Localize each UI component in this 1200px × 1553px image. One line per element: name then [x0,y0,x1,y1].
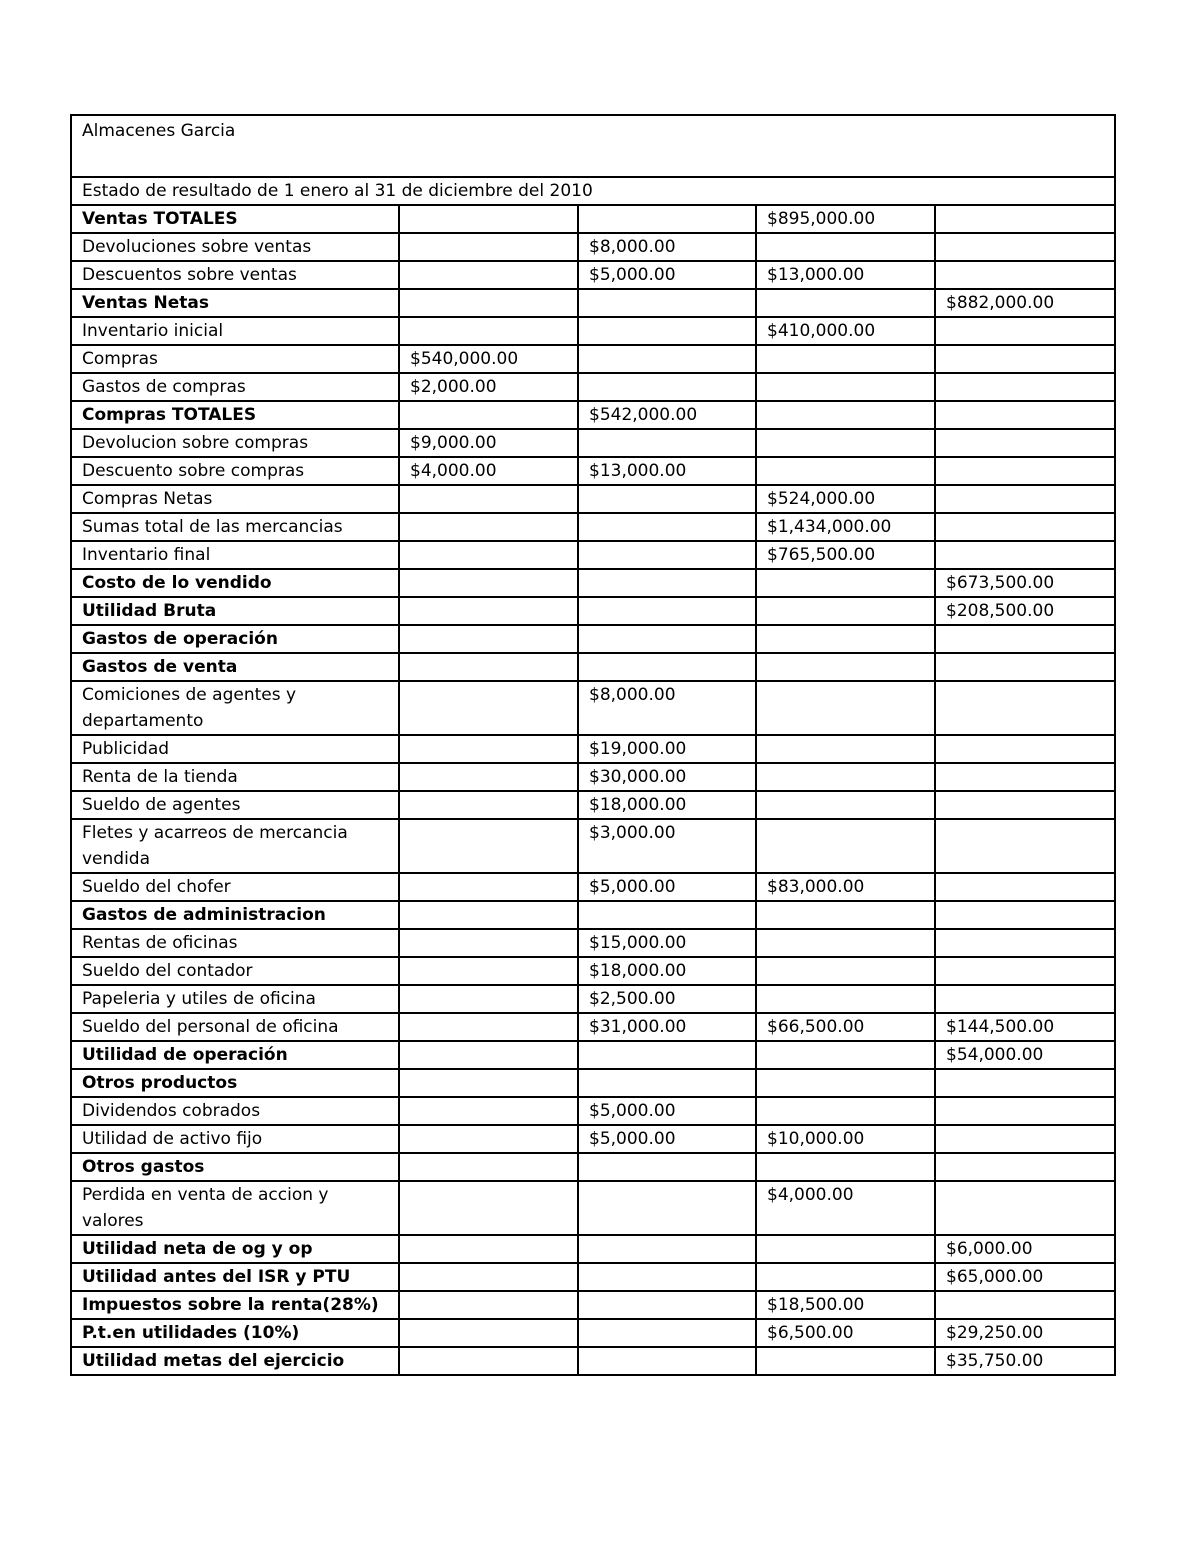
amount-cell [935,485,1115,513]
amount-cell [756,1235,935,1263]
amount-cell [399,681,578,735]
row-label: Utilidad de activo fijo [71,1125,399,1153]
amount-cell [578,373,756,401]
amount-cell [399,1235,578,1263]
table-row [71,373,1115,401]
row-label: Devolucion sobre compras [71,429,399,457]
amount-cell: $35,750.00 [935,1347,1115,1375]
row-label: Utilidad Bruta [71,597,399,625]
row-label: Costo de lo vendido [71,569,399,597]
table-row [71,985,1115,1013]
amount-cell [578,317,756,345]
table-row [71,1291,1115,1319]
table-row [71,541,1115,569]
amount-cell [578,653,756,681]
amount-cell: $18,000.00 [578,957,756,985]
row-label: Compras [71,345,399,373]
amount-cell [756,345,935,373]
amount-cell [756,929,935,957]
amount-cell [399,1319,578,1347]
table-row [71,1125,1115,1153]
amount-cell [399,1013,578,1041]
amount-cell [935,373,1115,401]
amount-cell: $144,500.00 [935,1013,1115,1041]
amount-cell [756,1097,935,1125]
amount-cell: $54,000.00 [935,1041,1115,1069]
row-label: Publicidad [71,735,399,763]
row-label: Utilidad neta de og y op [71,1235,399,1263]
table-row [71,597,1115,625]
row-label: P.t.en utilidades (10%) [71,1319,399,1347]
amount-cell [756,1347,935,1375]
amount-cell: $6,000.00 [935,1235,1115,1263]
row-label: Rentas de oficinas [71,929,399,957]
table-row [71,1235,1115,1263]
amount-cell [756,735,935,763]
amount-cell [935,541,1115,569]
amount-cell [756,791,935,819]
table-row [71,513,1115,541]
amount-cell: $410,000.00 [756,317,935,345]
amount-cell [399,1125,578,1153]
amount-cell [756,289,935,317]
amount-cell [399,929,578,957]
amount-cell: $18,500.00 [756,1291,935,1319]
row-label: Ventas TOTALES [71,205,399,233]
table-row [71,485,1115,513]
amount-cell: $673,500.00 [935,569,1115,597]
row-label: Ventas Netas [71,289,399,317]
table-row [71,1319,1115,1347]
table-row [71,205,1115,233]
amount-cell [935,1097,1115,1125]
row-label: Utilidad antes del ISR y PTU [71,1263,399,1291]
amount-cell [935,513,1115,541]
amount-cell: $895,000.00 [756,205,935,233]
income-statement-table [70,114,1116,1376]
amount-cell [399,1097,578,1125]
amount-cell [578,569,756,597]
amount-cell [578,625,756,653]
table-row [71,791,1115,819]
row-label: Dividendos cobrados [71,1097,399,1125]
amount-cell: $30,000.00 [578,763,756,791]
amount-cell: $10,000.00 [756,1125,935,1153]
amount-cell [399,763,578,791]
amount-cell [935,457,1115,485]
amount-cell [399,205,578,233]
row-label: Fletes y acarreos de mercancia vendida [71,819,399,873]
amount-cell [756,1069,935,1097]
row-label: Papeleria y utiles de oficina [71,985,399,1013]
row-label: Renta de la tienda [71,763,399,791]
amount-cell [578,1181,756,1235]
row-label: Sumas total de las mercancias [71,513,399,541]
table-row [71,1347,1115,1375]
amount-cell: $2,500.00 [578,985,756,1013]
amount-cell [399,317,578,345]
company-row [71,115,1115,177]
table-row [71,1069,1115,1097]
amount-cell: $8,000.00 [578,233,756,261]
amount-cell: $208,500.00 [935,597,1115,625]
amount-cell [935,791,1115,819]
amount-cell [935,345,1115,373]
statement-title-row [71,177,1115,205]
amount-cell [935,735,1115,763]
amount-cell [935,205,1115,233]
amount-cell [399,1291,578,1319]
amount-cell [578,597,756,625]
amount-cell: $542,000.00 [578,401,756,429]
table-row [71,763,1115,791]
amount-cell [399,653,578,681]
amount-cell [756,763,935,791]
amount-cell [935,957,1115,985]
amount-cell [935,261,1115,289]
amount-cell [756,457,935,485]
amount-cell [756,681,935,735]
row-label: Compras TOTALES [71,401,399,429]
amount-cell: $4,000.00 [756,1181,935,1235]
table-row [71,401,1115,429]
amount-cell [935,653,1115,681]
amount-cell: $5,000.00 [578,873,756,901]
amount-cell: $65,000.00 [935,1263,1115,1291]
amount-cell [578,513,756,541]
table-row [71,261,1115,289]
amount-cell [935,1069,1115,1097]
amount-cell [399,1263,578,1291]
amount-cell: $18,000.00 [578,791,756,819]
table-row [71,233,1115,261]
row-label: Sueldo de agentes [71,791,399,819]
row-label: Otros gastos [71,1153,399,1181]
amount-cell [578,205,756,233]
amount-cell [935,1125,1115,1153]
amount-cell: $9,000.00 [399,429,578,457]
amount-cell [578,1235,756,1263]
table-row [71,1181,1115,1235]
table-row [71,1097,1115,1125]
amount-cell: $1,434,000.00 [756,513,935,541]
amount-cell [935,873,1115,901]
row-label: Compras Netas [71,485,399,513]
table-row [71,457,1115,485]
amount-cell: $8,000.00 [578,681,756,735]
amount-cell [578,541,756,569]
amount-cell [399,233,578,261]
amount-cell: $765,500.00 [756,541,935,569]
amount-cell [399,1153,578,1181]
amount-cell [756,597,935,625]
amount-cell: $540,000.00 [399,345,578,373]
amount-cell [756,1041,935,1069]
amount-cell: $13,000.00 [578,457,756,485]
amount-cell [935,681,1115,735]
amount-cell [935,901,1115,929]
table-row [71,1153,1115,1181]
amount-cell [578,1069,756,1097]
table-row [71,681,1115,735]
table-row [71,653,1115,681]
amount-cell [756,429,935,457]
amount-cell [935,625,1115,653]
amount-cell: $13,000.00 [756,261,935,289]
amount-cell [756,819,935,873]
amount-cell: $66,500.00 [756,1013,935,1041]
amount-cell: $31,000.00 [578,1013,756,1041]
amount-cell [399,901,578,929]
amount-cell [399,401,578,429]
amount-cell: $5,000.00 [578,261,756,289]
amount-cell [935,985,1115,1013]
amount-cell: $6,500.00 [756,1319,935,1347]
amount-cell [935,1181,1115,1235]
amount-cell [578,345,756,373]
amount-cell [399,513,578,541]
amount-cell: $83,000.00 [756,873,935,901]
amount-cell [399,819,578,873]
amount-cell: $29,250.00 [935,1319,1115,1347]
table-row [71,957,1115,985]
amount-cell [578,485,756,513]
amount-cell [399,1181,578,1235]
amount-cell [399,569,578,597]
amount-cell [756,233,935,261]
amount-cell [399,625,578,653]
income-statement-body [71,115,1115,1375]
amount-cell: $2,000.00 [399,373,578,401]
amount-cell [399,985,578,1013]
row-label: Inventario final [71,541,399,569]
row-label: Gastos de operación [71,625,399,653]
amount-cell [935,401,1115,429]
amount-cell [399,485,578,513]
row-label: Utilidad metas del ejercicio [71,1347,399,1375]
table-row [71,345,1115,373]
table-row [71,1041,1115,1069]
amount-cell [935,819,1115,873]
row-label: Sueldo del chofer [71,873,399,901]
amount-cell [935,763,1115,791]
amount-cell [756,401,935,429]
row-label: Utilidad de operación [71,1041,399,1069]
amount-cell: $3,000.00 [578,819,756,873]
row-label: Sueldo del contador [71,957,399,985]
amount-cell [399,261,578,289]
amount-cell [399,735,578,763]
row-label: Impuestos sobre la renta(28%) [71,1291,399,1319]
amount-cell [578,1347,756,1375]
amount-cell [756,957,935,985]
amount-cell [578,1263,756,1291]
amount-cell [935,1153,1115,1181]
amount-cell [399,873,578,901]
amount-cell [756,901,935,929]
amount-cell: $524,000.00 [756,485,935,513]
table-row [71,735,1115,763]
amount-cell [935,929,1115,957]
amount-cell [399,791,578,819]
amount-cell [399,597,578,625]
amount-cell [935,429,1115,457]
amount-cell [756,625,935,653]
amount-cell [578,1153,756,1181]
amount-cell [756,985,935,1013]
row-label: Gastos de administracion [71,901,399,929]
table-row [71,569,1115,597]
amount-cell [756,569,935,597]
amount-cell [935,1291,1115,1319]
row-label: Comiciones de agentes y departamento [71,681,399,735]
table-row [71,901,1115,929]
table-row [71,429,1115,457]
amount-cell [399,1069,578,1097]
row-label: Descuentos sobre ventas [71,261,399,289]
row-label: Inventario inicial [71,317,399,345]
amount-cell: $5,000.00 [578,1125,756,1153]
amount-cell [399,1041,578,1069]
table-row [71,1013,1115,1041]
row-label: Devoluciones sobre ventas [71,233,399,261]
amount-cell [756,1153,935,1181]
amount-cell [935,233,1115,261]
row-label: Perdida en venta de accion y valores [71,1181,399,1235]
row-label: Gastos de venta [71,653,399,681]
amount-cell [756,373,935,401]
amount-cell [578,289,756,317]
company-name: Almacenes Garcia [71,115,1115,177]
amount-cell: $5,000.00 [578,1097,756,1125]
amount-cell: $882,000.00 [935,289,1115,317]
amount-cell [399,289,578,317]
amount-cell [756,1263,935,1291]
amount-cell [578,1319,756,1347]
amount-cell [578,1291,756,1319]
amount-cell [578,901,756,929]
table-row [71,317,1115,345]
amount-cell [756,653,935,681]
amount-cell: $4,000.00 [399,457,578,485]
table-row [71,625,1115,653]
table-row [71,819,1115,873]
row-label: Descuento sobre compras [71,457,399,485]
row-label: Sueldo del personal de oficina [71,1013,399,1041]
table-row [71,289,1115,317]
amount-cell [935,317,1115,345]
amount-cell [578,1041,756,1069]
amount-cell [399,541,578,569]
table-row [71,1263,1115,1291]
amount-cell [399,1347,578,1375]
table-row [71,929,1115,957]
amount-cell [578,429,756,457]
row-label: Gastos de compras [71,373,399,401]
statement-title: Estado de resultado de 1 enero al 31 de diciembre del 2010 [71,177,1115,205]
table-row [71,873,1115,901]
row-label: Otros productos [71,1069,399,1097]
amount-cell: $15,000.00 [578,929,756,957]
amount-cell: $19,000.00 [578,735,756,763]
amount-cell [399,957,578,985]
